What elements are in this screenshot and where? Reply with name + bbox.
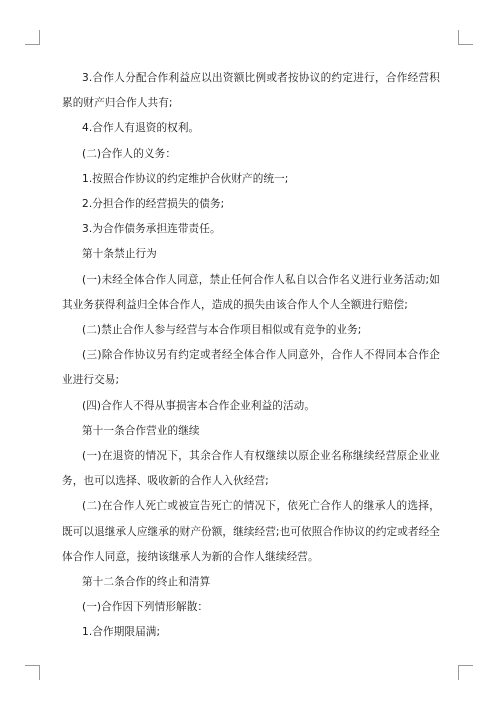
paragraph-withdrawal-right: 4.合作人有退资的权利。 — [82, 122, 200, 135]
paragraph-prohibition-3: (三)除合作协议另有约定或者经全体合作人同意外，合作人不得同本合作企业进行交易; — [62, 349, 440, 387]
crop-mark-bottom-left — [25, 665, 40, 680]
paragraph-continuation-1: (一)在退资的情况下，其余合作人有权继续以原企业名称继续经营原企业业务，也可以选择、吸收新的合作人入伙经营; — [62, 450, 440, 488]
paragraph-continuation-2: (二)在合作人死亡或被宣告死亡的情况下，依死亡合作人的继承人的选择，既可以退继承人应继承的财产份额，继续经营;也可依照合作协议的约定或者经全体合作人同意，接纳该继承人为新的合作人继续经营。 — [62, 500, 440, 563]
crop-mark-top-left — [25, 30, 40, 45]
heading-article-10: 第十条禁止行为 — [82, 248, 157, 261]
paragraph-dissolution-intro: (一)合作因下列情形解散： — [82, 601, 209, 614]
paragraph-obligation-3: 3.为合作债务承担连带责任。 — [82, 223, 221, 236]
paragraph-obligation-1: 1.按照合作协议的约定维护合伙财产的统一; — [82, 172, 289, 185]
heading-article-11: 第十一条合作营业的继续 — [82, 424, 200, 437]
paragraph-profit-distribution: 3.合作人分配合作利益应以出资额比例或者按协议的约定进行，合作经营积累的财产归合作人共有; — [62, 72, 440, 110]
crop-mark-top-right — [458, 30, 473, 45]
heading-article-12: 第十二条合作的终止和清算 — [82, 576, 211, 589]
heading-partner-obligations: (二)合作人的义务： — [82, 147, 177, 160]
paragraph-dissolution-1: 1.合作期限届满; — [82, 626, 161, 639]
paragraph-prohibition-2: (二)禁止合作人参与经营与本合作项目相似或有竞争的业务; — [82, 324, 362, 337]
document-body — [62, 66, 440, 646]
paragraph-obligation-2: 2.分担合作的经营损失的债务; — [82, 198, 225, 211]
paragraph-prohibition-4: (四)合作人不得从事损害本合作企业利益的活动。 — [82, 399, 316, 412]
paragraph-prohibition-1: (一)未经全体合作人同意，禁止任何合作人私自以合作名义进行业务活动;如其业务获得利益归全体合作人，造成的损失由该合作人个人全额进行赔偿; — [62, 273, 440, 311]
crop-mark-bottom-right — [458, 665, 473, 680]
